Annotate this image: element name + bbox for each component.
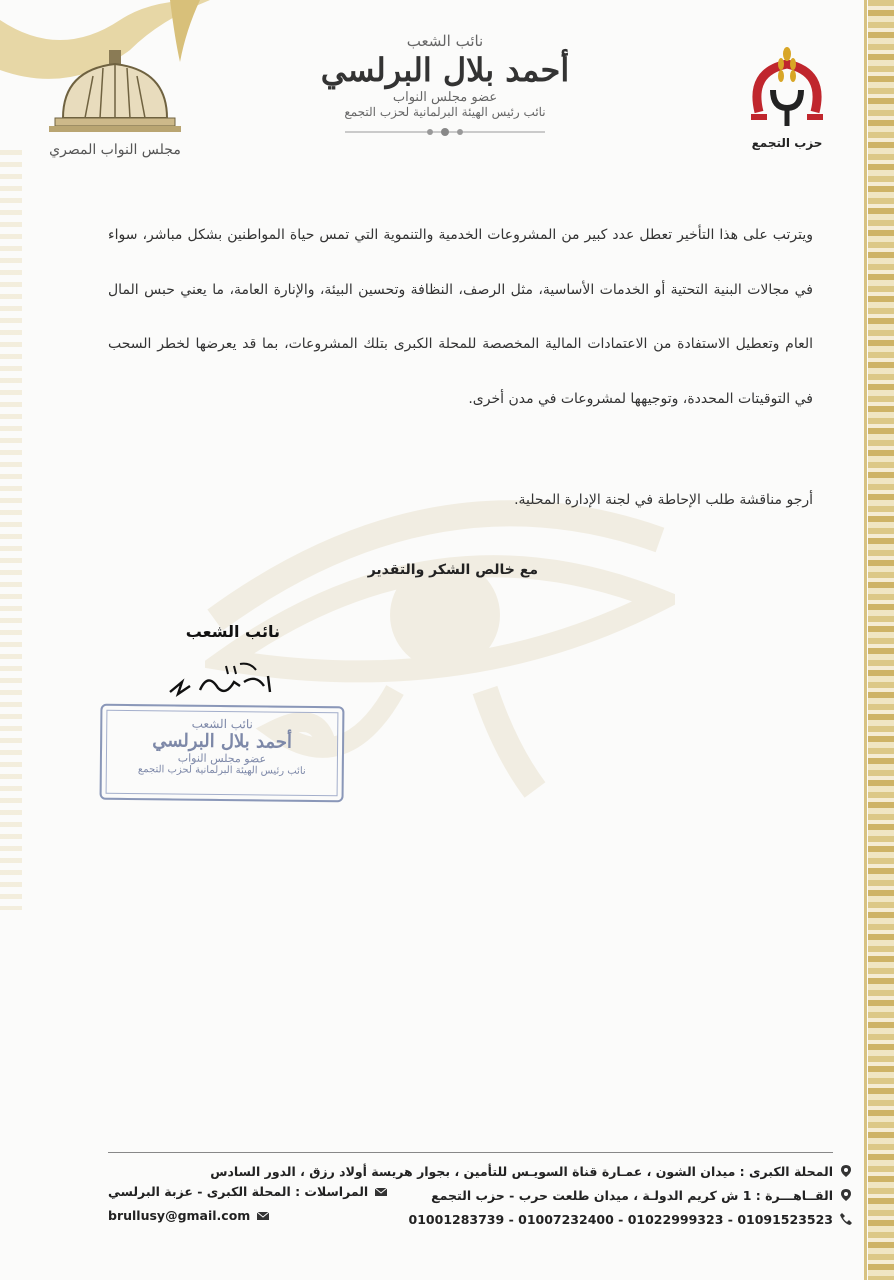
- mp-name: أحمد بلال البرلسي: [320, 51, 570, 89]
- tagammu-party-emblem-icon: [747, 42, 827, 132]
- stamp-title: نائب الشعب: [191, 716, 253, 732]
- party-label: حزب التجمع: [751, 136, 823, 150]
- location-pin-icon: [839, 1188, 853, 1202]
- stamp-role: عضو مجلس النواب: [177, 751, 267, 766]
- envelope-icon: [256, 1209, 270, 1223]
- mail-address: المراسلات : المحلة الكبرى - عزبة البرلسي: [108, 1184, 369, 1199]
- address-cairo: القــاهـــرة : 1 ش كريم الدولـة ، ميدان طلعت حرب - حزب التجمع: [431, 1187, 833, 1203]
- letterhead-center: [315, 32, 575, 141]
- email-address[interactable]: brullusy@gmail.com: [108, 1208, 251, 1223]
- request-line: أرجو مناقشة طلب الإحاطة في لجنة الإدارة المحلية.: [514, 492, 813, 508]
- location-pin-icon: [839, 1164, 853, 1178]
- official-stamp: [100, 704, 345, 803]
- gold-border-line: [864, 0, 867, 1280]
- footer-address-row-2: [431, 1184, 853, 1206]
- body-paragraph: ويترتب على هذا التأخير تعطل عدد كبير من المشروعات الخدمية والتنموية التي تمس حياة المواطنين بشكل مباشر، سواء في مجالات البنية التحتية أو الخدمات الأساسية، مثل الرصف، النظافة وتحسين البيئة، والإنارة العامة، ما يعني حبس المال العام وتعطيل الاستفادة من الاعتمادات المالية المخصصة للمحلة الكبرى بتلك المشروعات، بما قد يعرضها لخطر السحب في التوقيتات المحددة، وتوجيهها لمشروعات في مدن أخرى.: [108, 227, 813, 407]
- footer-phones-row: [409, 1208, 853, 1230]
- parliament-logo: [40, 48, 190, 168]
- closing-thanks: مع خالص الشكر والتقدير: [367, 562, 538, 578]
- footer-email: [108, 1208, 270, 1223]
- stamp-name: أحمد بلال البرلسي: [152, 730, 293, 753]
- phone-icon: [839, 1212, 853, 1226]
- mp-title: نائب الشعب: [406, 32, 484, 50]
- signature-title: نائب الشعب: [185, 622, 280, 641]
- mp-role-secondary: نائب رئيس الهيئة البرلمانية لحزب التجمع: [344, 105, 546, 119]
- decorative-left-border: [0, 150, 22, 910]
- gold-pharaonic-border: [868, 0, 894, 1280]
- party-logo: [742, 42, 832, 162]
- address-mahalla: المحلة الكبرى : ميدان الشون ، عمـارة قناة السويـس للتأمين ، بجوار هريسة أولاد رزق ، الدور السادس: [210, 1163, 833, 1179]
- parliament-label: مجلس النواب المصري: [49, 142, 181, 158]
- footer-address-row-1: [210, 1160, 853, 1182]
- phone-numbers[interactable]: 01091523523 - 01022999323 - 01007232400 - 01001283739: [408, 1211, 833, 1227]
- mp-role: عضو مجلس النواب: [392, 90, 498, 105]
- footer-mail-address: [108, 1184, 388, 1199]
- footer-divider: [108, 1152, 833, 1153]
- parliament-dome-icon: [45, 48, 185, 136]
- handwritten-signature: [160, 652, 290, 702]
- stamp-role-secondary: نائب رئيس الهيئة البرلمانية لحزب التجمع: [137, 764, 306, 777]
- ornament-divider: [345, 127, 545, 137]
- envelope-icon: [374, 1185, 388, 1199]
